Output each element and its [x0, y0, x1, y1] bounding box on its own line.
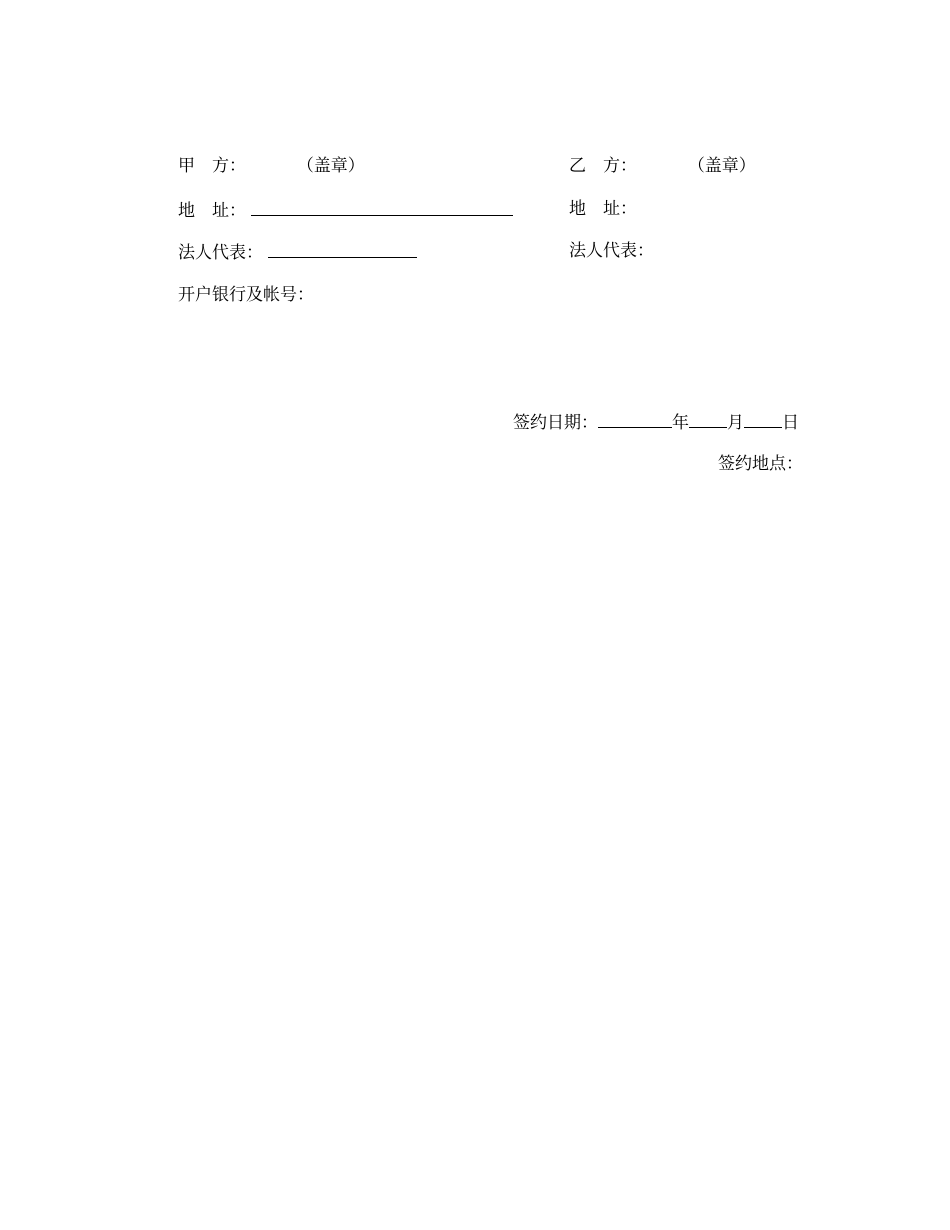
- party-b-address-label: 地 址：: [569, 199, 637, 219]
- party-a-row: [178, 155, 365, 177]
- signing-month-field[interactable]: [689, 410, 727, 428]
- party-a-legal-rep-label: 法人代表：: [178, 243, 263, 263]
- party-a-legal-rep-row: [178, 240, 417, 262]
- signing-date-label: 签约日期：: [513, 413, 598, 433]
- signing-year-label: 年: [672, 413, 689, 433]
- party-a-address-row: [178, 198, 513, 220]
- party-b-legal-rep-label: 法人代表：: [569, 241, 654, 261]
- party-b-legal-rep-row: [569, 240, 654, 262]
- signing-year-field[interactable]: [598, 410, 672, 428]
- signing-place-label: 签约地点：: [718, 454, 803, 474]
- party-a-address-label: 地 址：: [178, 201, 246, 221]
- signing-month-label: 月: [727, 413, 744, 433]
- party-b-row: [569, 155, 756, 177]
- party-b-label: 乙 方：: [569, 156, 637, 176]
- party-a-bank-label: 开户银行及帐号：: [178, 285, 314, 305]
- party-a-address-field[interactable]: [251, 198, 513, 216]
- party-a-seal: （盖章）: [296, 156, 365, 176]
- party-b-seal: （盖章）: [687, 156, 756, 176]
- party-b-address-row: [569, 198, 637, 220]
- signing-day-label: 日: [782, 413, 799, 433]
- party-a-legal-rep-field[interactable]: [268, 240, 417, 258]
- signing-date-row: [513, 410, 799, 432]
- party-a-label: 甲 方：: [178, 156, 246, 176]
- signing-place-row: [718, 453, 803, 475]
- party-a-bank-row: [178, 284, 314, 306]
- signing-day-field[interactable]: [744, 410, 782, 428]
